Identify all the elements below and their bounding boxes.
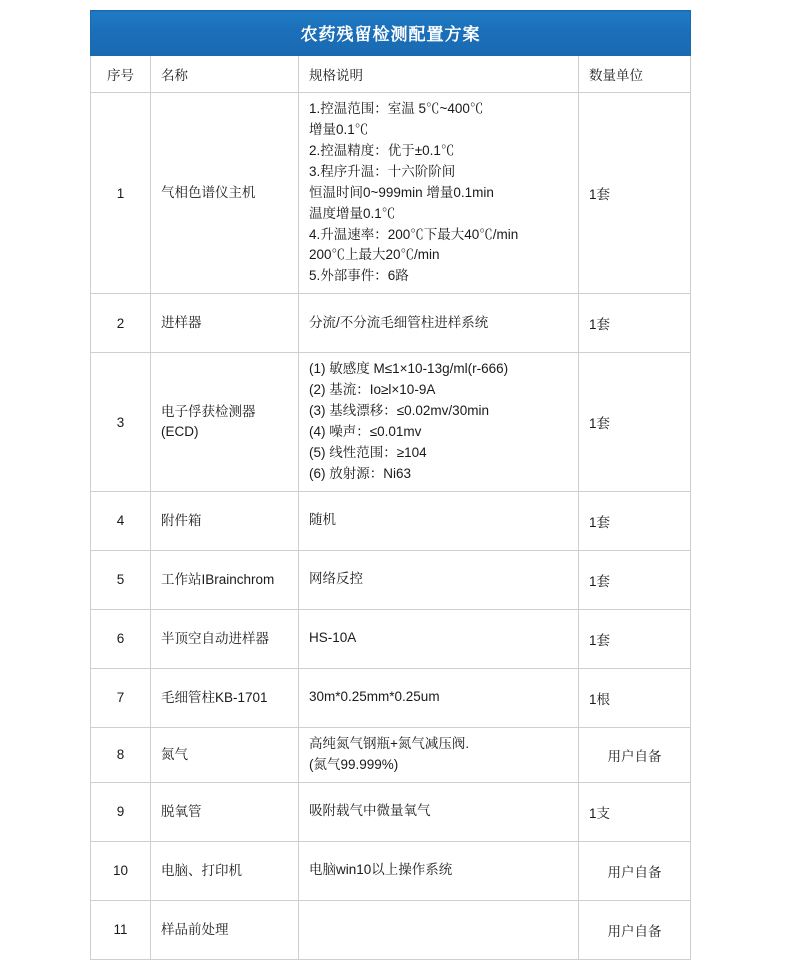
row-spec bbox=[299, 900, 579, 959]
spec-line: (1) 敏感度 M≤1×10-13g/ml(r-666) bbox=[309, 361, 509, 377]
table-row bbox=[91, 491, 691, 550]
row-index: 9 bbox=[91, 782, 151, 841]
row-unit: 用户自备 bbox=[579, 841, 691, 900]
table-row bbox=[91, 782, 691, 841]
row-unit: 1套 bbox=[579, 93, 691, 294]
column-header-spec: 规格说明 bbox=[299, 56, 579, 93]
row-unit: 1根 bbox=[579, 668, 691, 727]
column-header-index: 序号 bbox=[91, 56, 151, 93]
row-name-line: 电子俘获检测器 bbox=[161, 403, 256, 419]
row-index: 5 bbox=[91, 550, 151, 609]
spec-line: (2) 基流：Io≥l×10-9A bbox=[309, 382, 436, 398]
row-index: 11 bbox=[91, 900, 151, 959]
row-index: 6 bbox=[91, 609, 151, 668]
spec-line: 3.程序升温：十六阶阶间 bbox=[309, 163, 456, 179]
spec-line: (4) 噪声：≤0.01mv bbox=[309, 424, 422, 440]
table-row bbox=[91, 609, 691, 668]
row-unit: 1套 bbox=[579, 294, 691, 353]
row-unit: 1套 bbox=[579, 353, 691, 492]
row-unit: 1套 bbox=[579, 550, 691, 609]
row-unit: 1套 bbox=[579, 609, 691, 668]
spec-line: 2.控温精度：优于±0.1℃ bbox=[309, 142, 455, 158]
row-index: 1 bbox=[91, 93, 151, 294]
table-row bbox=[91, 900, 691, 959]
table-title-row bbox=[91, 11, 691, 56]
row-spec bbox=[299, 550, 579, 609]
configuration-spec-table bbox=[90, 10, 691, 960]
spec-line: 温度增量0.1℃ bbox=[309, 205, 396, 221]
row-name: 样品前处理 bbox=[151, 900, 299, 959]
row-unit: 1套 bbox=[579, 491, 691, 550]
spec-line: 吸附载气中微量氧气 bbox=[309, 803, 431, 819]
spec-line: (3) 基线漂移：≤0.02mv/30min bbox=[309, 403, 489, 419]
table-row bbox=[91, 353, 691, 492]
row-name: 附件箱 bbox=[151, 491, 299, 550]
row-spec bbox=[299, 491, 579, 550]
table-row bbox=[91, 294, 691, 353]
spec-line: 30m*0.25mm*0.25um bbox=[309, 689, 440, 705]
row-name: 电脑、打印机 bbox=[151, 841, 299, 900]
row-index: 3 bbox=[91, 353, 151, 492]
row-index: 7 bbox=[91, 668, 151, 727]
row-name: 气相色谱仪主机 bbox=[151, 93, 299, 294]
row-spec bbox=[299, 93, 579, 294]
table-header-row bbox=[91, 56, 691, 93]
column-header-unit: 数量单位 bbox=[579, 56, 691, 93]
row-spec bbox=[299, 782, 579, 841]
spec-line: HS-10A bbox=[309, 630, 357, 646]
spec-table-container bbox=[90, 10, 690, 960]
spec-line: 网络反控 bbox=[309, 571, 363, 587]
spec-line: 增量0.1℃ bbox=[309, 121, 369, 137]
column-header-name: 名称 bbox=[151, 56, 299, 93]
row-name: 工作站IBrainchrom bbox=[151, 550, 299, 609]
spec-line: 1.控温范围：室温 5℃~400℃ bbox=[309, 101, 484, 116]
row-name: 进样器 bbox=[151, 294, 299, 353]
row-spec bbox=[299, 294, 579, 353]
row-spec bbox=[299, 353, 579, 492]
row-name: 脱氧管 bbox=[151, 782, 299, 841]
row-index: 8 bbox=[91, 727, 151, 782]
spec-line: 200℃上最大20℃/min bbox=[309, 247, 440, 263]
table-row bbox=[91, 727, 691, 782]
table-row bbox=[91, 841, 691, 900]
row-name: 氮气 bbox=[151, 727, 299, 782]
row-name: 毛细管柱KB-1701 bbox=[151, 668, 299, 727]
spec-line: 分流/不分流毛细管柱进样系统 bbox=[309, 314, 489, 330]
row-unit: 用户自备 bbox=[579, 900, 691, 959]
row-name-line: (ECD) bbox=[161, 424, 199, 440]
row-spec bbox=[299, 668, 579, 727]
spec-line: 4.升温速率：200℃下最大40℃/min bbox=[309, 226, 519, 242]
page-title: 农药残留检测配置方案 bbox=[91, 11, 691, 56]
spec-line: (氮气99.999%) bbox=[309, 756, 399, 772]
spec-line: (5) 线性范围：≥104 bbox=[309, 444, 427, 460]
table-row bbox=[91, 550, 691, 609]
row-spec bbox=[299, 841, 579, 900]
table-row bbox=[91, 93, 691, 294]
spec-line: 电脑win10以上操作系统 bbox=[309, 862, 453, 878]
row-index: 4 bbox=[91, 491, 151, 550]
row-index: 10 bbox=[91, 841, 151, 900]
spec-line: 5.外部事件：6路 bbox=[309, 268, 409, 284]
row-unit: 用户自备 bbox=[579, 727, 691, 782]
row-name: 半顶空自动进样器 bbox=[151, 609, 299, 668]
spec-line: 随机 bbox=[309, 512, 336, 528]
spec-line: 恒温时间0~999min 增量0.1min bbox=[309, 184, 494, 200]
row-index: 2 bbox=[91, 294, 151, 353]
row-unit: 1支 bbox=[579, 782, 691, 841]
spec-line: 高纯氮气钢瓶+氮气减压阀. bbox=[309, 735, 470, 751]
table-row bbox=[91, 668, 691, 727]
row-name bbox=[151, 353, 299, 492]
row-spec bbox=[299, 609, 579, 668]
row-spec bbox=[299, 727, 579, 782]
spec-line: (6) 放射源：Ni63 bbox=[309, 465, 412, 481]
